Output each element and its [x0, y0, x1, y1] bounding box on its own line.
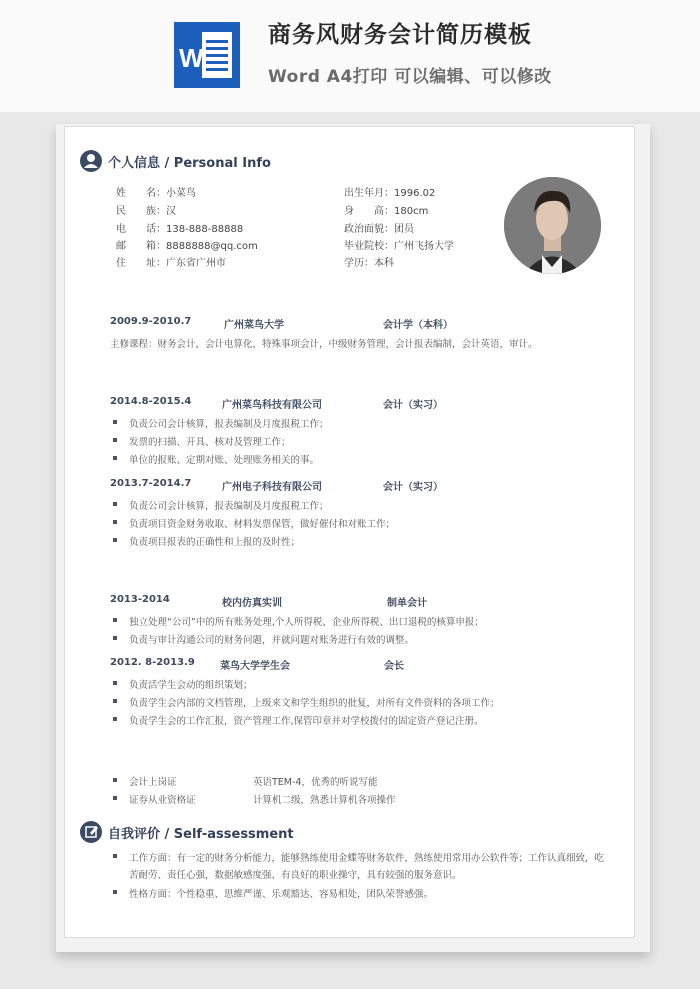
practice-role: 制单会计 — [387, 598, 427, 609]
list-item: 负责学生会的工作汇报，资产管理工作,保管印章并对学校拨付的固定资产登记注册。 — [110, 713, 484, 727]
list-item: 独立处理“公司”中的所有账务处理,个人所得税、企业所得税、出口退税的核算申报； — [110, 614, 484, 628]
list-item: 负责活学生会动的组织策划； — [110, 677, 253, 691]
practice-org: 校内仿真实训 — [222, 598, 282, 609]
profile-photo — [504, 177, 601, 274]
practice-org: 菜鸟大学学生会 — [220, 661, 290, 672]
personal-row-birth: 出生年月：1996.02 — [344, 188, 436, 199]
certificate-extra: 计算机二级，熟悉计算机各项操作 — [253, 795, 396, 806]
list-item: 负责公司会计核算，报表编制及月度报税工作； — [110, 416, 329, 430]
personal-row-address: 住 址：广东省广州市 — [116, 258, 226, 269]
list-item: 单位的报账、定期对账、处理账务相关的事。 — [110, 452, 319, 466]
list-item: 负责项目资金财务收取、材料发票保管，做好催付和对账工作； — [110, 516, 395, 530]
template-subtitle: Word A4打印 可以编辑、可以修改 — [268, 67, 552, 87]
personal-row-height: 身 高：180cm — [344, 206, 429, 217]
edit-icon — [80, 821, 102, 843]
personal-row-school: 毕业院校：广州飞扬大学 — [344, 241, 454, 252]
work-company: 广州菜鸟科技有限公司 — [222, 400, 322, 411]
list-item: 负责公司会计核算，报表编制及月度报税工作； — [110, 498, 329, 512]
personal-info-title: 个人信息 / Personal Info — [108, 155, 271, 171]
practice-period: 2013-2014 — [110, 594, 170, 605]
person-icon — [80, 150, 102, 172]
edu-period: 2009.9-2010.7 — [110, 316, 192, 327]
word-doc-icon — [174, 22, 240, 88]
work-period: 2013.7-2014.7 — [110, 478, 192, 489]
personal-row-email: 邮 箱：8888888@qq.com — [116, 241, 258, 252]
list-item: 负责项目报表的正确性和上报的及时性； — [110, 534, 300, 548]
personal-row-ethnicity: 民 族：汉 — [116, 206, 176, 217]
template-header — [0, 0, 700, 112]
personal-row-phone: 电 话：138-888-88888 — [116, 224, 244, 235]
practice-role: 会长 — [384, 661, 404, 672]
personal-row-political: 政治面貌：团员 — [344, 224, 414, 235]
edu-courses: 主修课程：财务会计，会计电算化，特殊事项会计，中级财务管理，会计报表编制，会计英语，审计。 — [110, 339, 538, 350]
list-item: 负责学生会内部的文档管理，上级来文和学生组织的批复，对所有文件资料的各项工作； — [110, 695, 500, 709]
svg-text:W: W — [179, 43, 204, 73]
list-item: 负责与审计沟通公司的财务问题，并就问题对账务进行有效的调整。 — [110, 632, 414, 646]
certificate-extra: 英语TEM-4，优秀的听说写能 — [253, 777, 378, 788]
personal-row-degree: 学历：本科 — [344, 258, 394, 269]
self-assessment-header — [80, 821, 294, 843]
edu-school: 广州菜鸟大学 — [224, 320, 284, 331]
edu-major: 会计学（本科） — [383, 320, 453, 331]
work-role: 会计（实习） — [383, 400, 443, 411]
practice-period: 2012. 8-2013.9 — [110, 657, 195, 668]
self-assessment-title: 自我评价 / Self-assessment — [108, 826, 294, 842]
template-title: 商务风财务会计简历模板 — [268, 22, 532, 48]
personal-info-header — [80, 150, 271, 172]
certificate-item: 证券从业资格证 — [110, 792, 196, 806]
work-company: 广州电子科技有限公司 — [222, 482, 322, 493]
list-item: 发票的扫描、开具、核对及管理工作； — [110, 434, 291, 448]
list-item: 工作方面：有一定的财务分析能力，能够熟练使用金蝶等财务软件，熟练使用常用办公软件等；工作认真细致，吃苦耐劳、责任心强，数据敏感度强、有良好的职业操守，具有较强的服务意识。 — [110, 850, 605, 884]
personal-row-name: 姓 名：小菜鸟 — [116, 188, 196, 199]
certificate-item: 会计上岗证 — [110, 774, 177, 788]
work-period: 2014.8-2015.4 — [110, 396, 192, 407]
list-item: 性格方面：个性稳重、思维严谨、乐观豁达、容易相处，团队荣誉感强。 — [110, 886, 433, 900]
work-role: 会计（实习） — [383, 482, 443, 493]
